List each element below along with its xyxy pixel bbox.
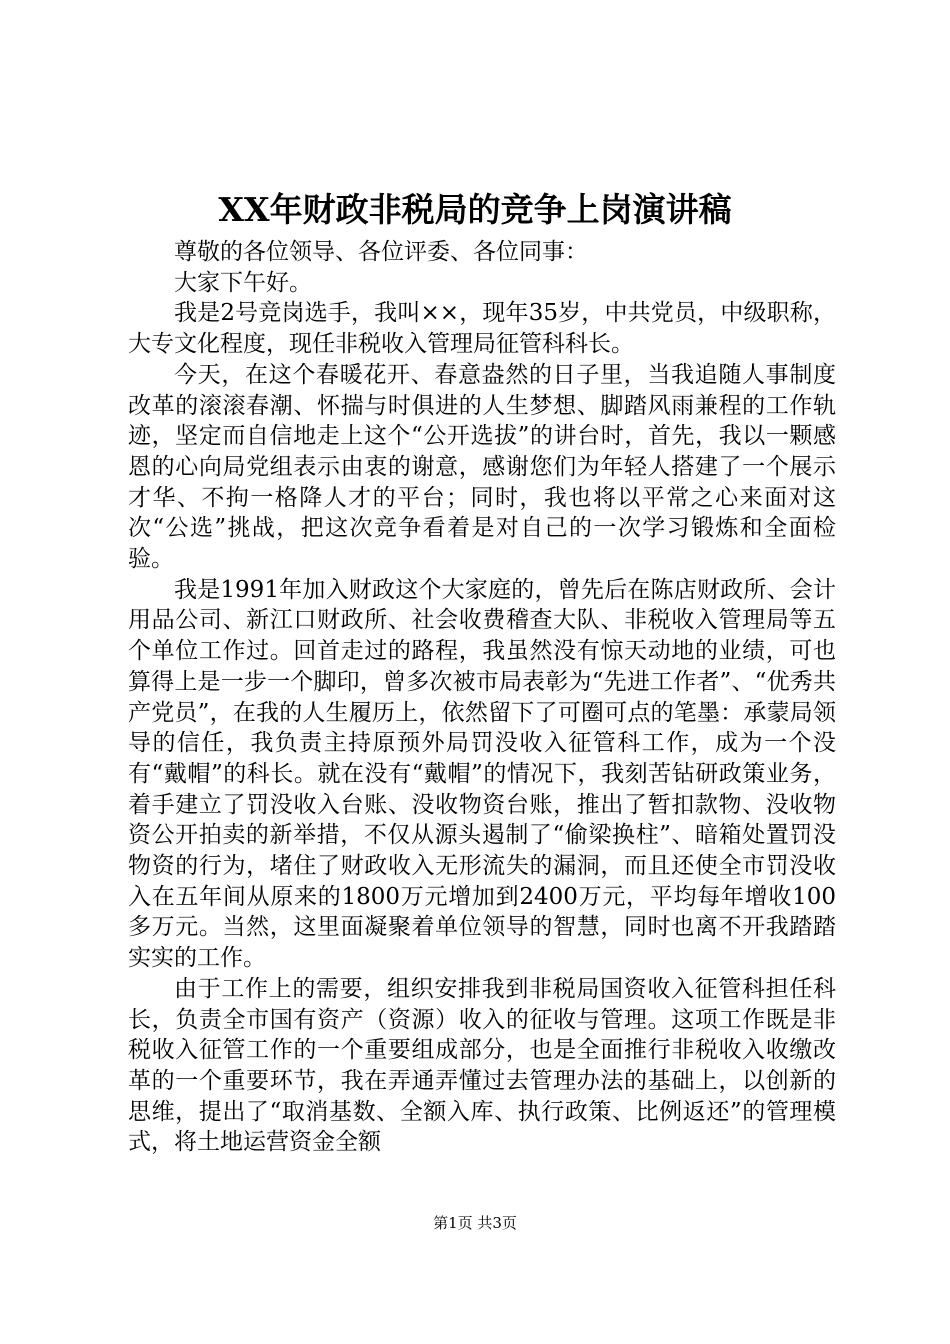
page-footer: 第1页 共3页	[433, 1214, 517, 1232]
greeting-paragraph: 尊敬的各位领导、各位评委、各位同事：	[174, 239, 588, 265]
gratitude-paragraph: 今天，在这个春暖花开、春意盎然的日子里，当我追随人事制度改革的滚滚春潮、怀揣与时俱进的人生梦想、脚踏风雨兼程的工作轨迹，坚定而自信地走上这个“公开选拔”的讲台时，首先，我以一颗感恩的心向局党组表示由衷的谢意，感谢您们为年轻人搭建了一个展示才华、不拘一格降人才的平台；同时，我也将以平常之心来面对这次“公选”挑战，把这次竞争看着是对自己的一次学习锻炼和全面检验。	[128, 361, 836, 573]
salutation-paragraph: 大家下午好。	[174, 269, 312, 296]
work-history-paragraph: 我是1991年加入财政这个大家庭的，曾先后在陈店财政所、会计用品公司、新江口财政所、社会收费稽查大队、非税收入管理局等五个单位工作过。回首走过的路程，我虽然没有惊天动地的业绩，可也算得上是一步一个脚印，曾多次被市局表彰为“先进工作者”、“优秀共产党员”，在我的人生履历上，依然留下了可圈可点的笔墨：承蒙局领导的信任，我负责主持原预外局罚没收入征管科工作，成为一个没有“戴帽”的科长。就在没有“戴帽”的情况下，我刻苦钻研政策业务，着手建立了罚没收入台账、没收物资台账，推出了暂扣款物、没收物资公开拍卖的新举措，不仅从源头遏制了“偷梁换柱”、暗箱处置罚没物资的行为，堵住了财政收入无形流失的漏洞，而且还使全市罚没收入在五年间从原来的1800万元增加到2400万元，平均每年增收100多万元。当然，这里面凝聚着单位领导的智慧，同时也离不开我踏踏实实的工作。	[128, 576, 836, 972]
current-role-paragraph: 由于工作上的需要，组织安排我到非税局国资收入征管科担任科长，负责全市国有资产（资源）收入的征收与管理。这项工作既是非税收入征管工作的一个重要组成部分，也是全面推行非税收入收缴改革的一个重要环节，我在弄通弄懂过去管理办法的基础上，以创新的思维，提出了“取消基数、全额入库、执行政策、比例返还”的管理模式，将土地运营资金全额	[128, 975, 836, 1156]
introduction-paragraph: 我是2号竞岗选手，我叫××，现年35岁，中共党员，中级职称，大专文化程度，现任非税收入管理局征管科科长。	[128, 300, 836, 358]
document-title: XX年财政非税局的竞争上岗演讲稿	[218, 190, 732, 229]
document-body	[128, 237, 836, 1158]
